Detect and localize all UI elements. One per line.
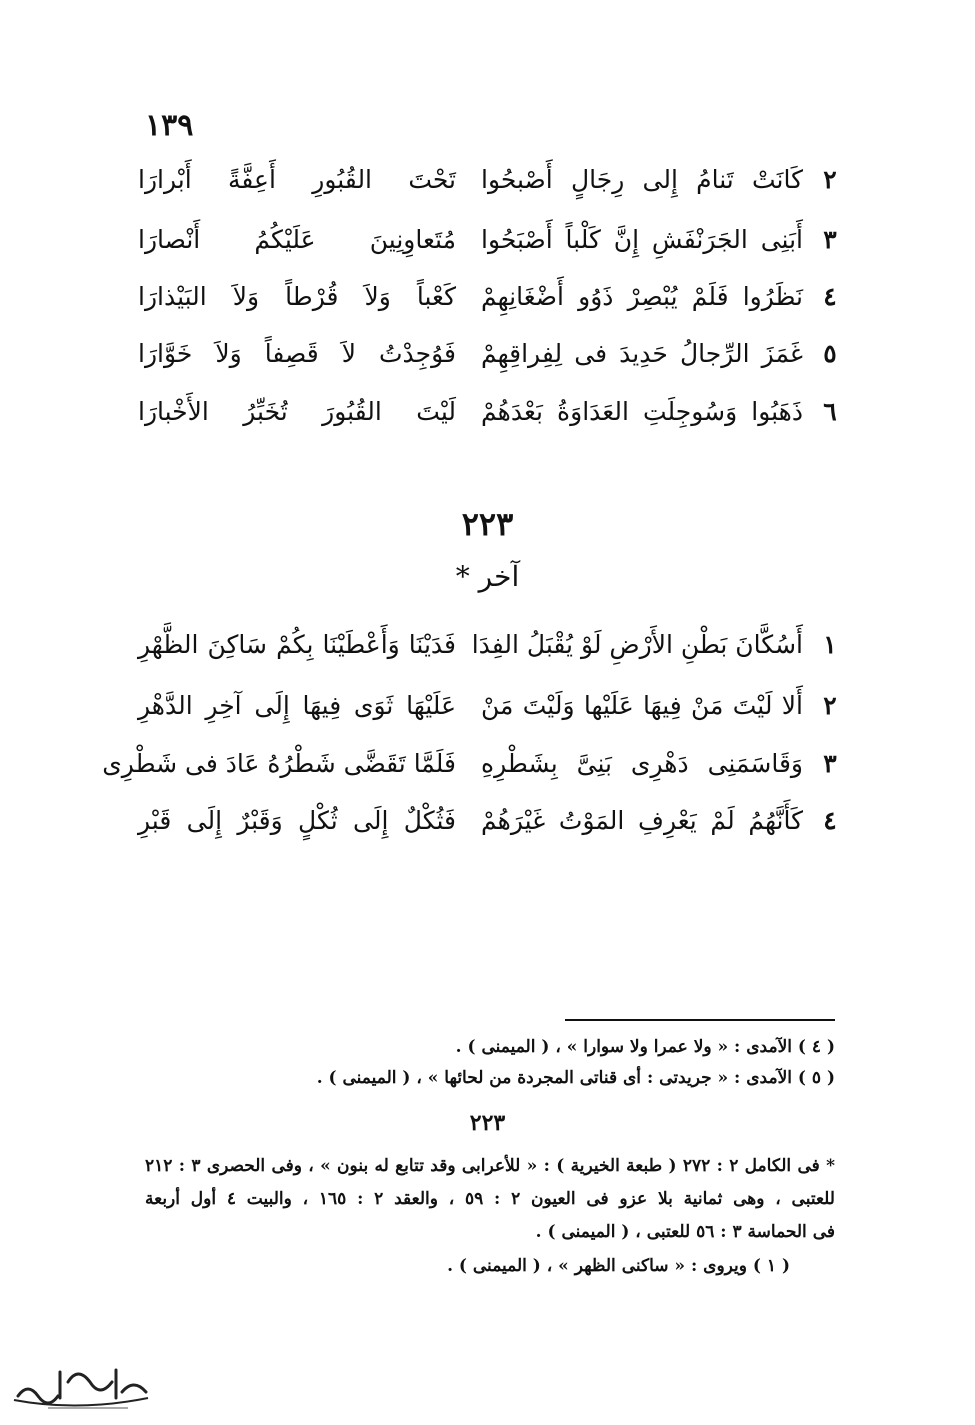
poem-title: آخر * [455, 560, 520, 593]
footnote: ( ٤ ) الآمدى : « ولا عمرا ولا سوارا » ، ( الميمنى ) . [455, 1037, 835, 1057]
first-hemistich: أَسُكَّانَ بَطْنِ الأَرْضِ لَوْ يُقْبَلُ الفِدَا [471, 630, 803, 659]
page-number: ١٣٩ [145, 108, 194, 143]
verse-number: ٤ [823, 806, 837, 835]
first-hemistich: أَبَنِى الجَرَنْفَشِ إِنَّ كَلْباً أَصْبَحُوا [481, 225, 803, 254]
footnote-line: للعتبى ، وهى ثمانية بلا عزو فى العيون ٢ : ٥٩ ، والعقد ٢ : ١٦٥ ، والبيت ٤ أول أربعة [145, 1189, 835, 1209]
footnote-line: * فى الكامل ٢ : ٢٧٢ ( طبعة الخيرية ) : « للأعرابى وقد تتابع له بنون » ، وفى الحصرى ٣ : ٢١٢ [145, 1156, 835, 1176]
verse-line [138, 274, 843, 320]
verse-line [138, 217, 843, 263]
verse-line [138, 157, 843, 203]
verse-number: ٣ [823, 225, 837, 254]
footnote: ( ٥ ) الآمدى : « جريدتى : أى قناتى المجردة من لحائها » ، ( الميمنى ) . [316, 1068, 835, 1088]
verse-number: ٢ [823, 691, 837, 720]
second-hemistich: مُتَعاوِنِينَ عَلَيْكُمُ أَنْصارَا [138, 225, 456, 254]
second-hemistich: فَثُكْلٌ إِلَى ثُكْلٍ وَقَبْرٌ إِلَى قَبْرِ [138, 806, 456, 835]
footnote-section-number: ٢٢٣ [469, 1110, 506, 1136]
first-hemistich: نَظَرُوا فَلَمْ يُبْصِرْ ذَوُو أَضْغَانِهِمْ [481, 282, 803, 311]
first-hemistich: كَانَتْ تَنامُ إِلى رِجَالٍ أَصْبحُوا [481, 165, 803, 194]
poem-number: ٢٢٣ [461, 505, 514, 543]
second-hemistich: فَلَمَّا تَقَضَّى شَطْرُهُ عَادَ فى شَطْرِى [102, 749, 456, 778]
verse-number: ١ [823, 630, 837, 659]
verse-number: ٤ [823, 282, 837, 311]
verse-line [102, 741, 843, 787]
verse-number: ٥ [823, 339, 837, 368]
footnote-divider [565, 1019, 835, 1021]
verse-number: ٣ [823, 749, 837, 778]
first-hemistich: أَلا لَيْتَ مَنْ فِيهَا عَلَيْها وَلَيْتَ مَنْ [481, 691, 803, 720]
library-stamp-logo [8, 1352, 153, 1418]
verse-line [138, 798, 843, 844]
first-hemistich: وَقَاسَمَنِى دَهْرِى بَنِىَّ بِشَطْرِهِ [481, 749, 803, 778]
second-hemistich: فَوُجِدْتُ لاَ قَصِفاً وَلاَ خَوَّارَا [138, 339, 456, 368]
footnote-line: فى الحماسة ٣ : ٥٦ للعتبى ، ( الميمنى ) . [535, 1222, 835, 1242]
first-hemistich: كَأَنَّهُمُ لَمْ يَعْرِفِ المَوْتُ غَيْرَهُمْ [481, 806, 803, 835]
verse-line [138, 683, 843, 729]
verse-line [138, 622, 843, 668]
first-hemistich: ذَهَبُوا وَسُوجِلَتِ العَدَاوَةُ بَعْدَهُمْ [481, 397, 803, 426]
footnote-line: ( ١ ) ويروى : « ساكنى الظهر » ، ( الميمنى ) . [447, 1256, 790, 1276]
verse-number: ٢ [823, 165, 837, 194]
second-hemistich: عَلَيْهَا ثَوَى فِيهَا إِلَى آخِرِ الدَّهْرِ [138, 691, 456, 720]
verse-line [138, 389, 843, 435]
second-hemistich: تَحْتَ القُبُورِ أَعِفَّةً أَبْرارَا [138, 165, 456, 194]
verse-line [138, 331, 843, 377]
second-hemistich: لَيْتَ القُبُورَ تُخَبِّرُ الأَخْبارَا [138, 397, 456, 426]
second-hemistich: كَعْباً وَلاَ قُرْطاً وَلاَ البَيْذارَا [138, 282, 456, 311]
second-hemistich: فَدَيْنَا وَأَعْطَيْنَا بِكُمْ سَاكِنَ الظَّهْرِ [138, 630, 456, 659]
first-hemistich: غَمَزَ الرِّجالُ حَدِيدَ فى لِفِراقِهِمْ [481, 339, 803, 368]
verse-number: ٦ [823, 397, 837, 426]
